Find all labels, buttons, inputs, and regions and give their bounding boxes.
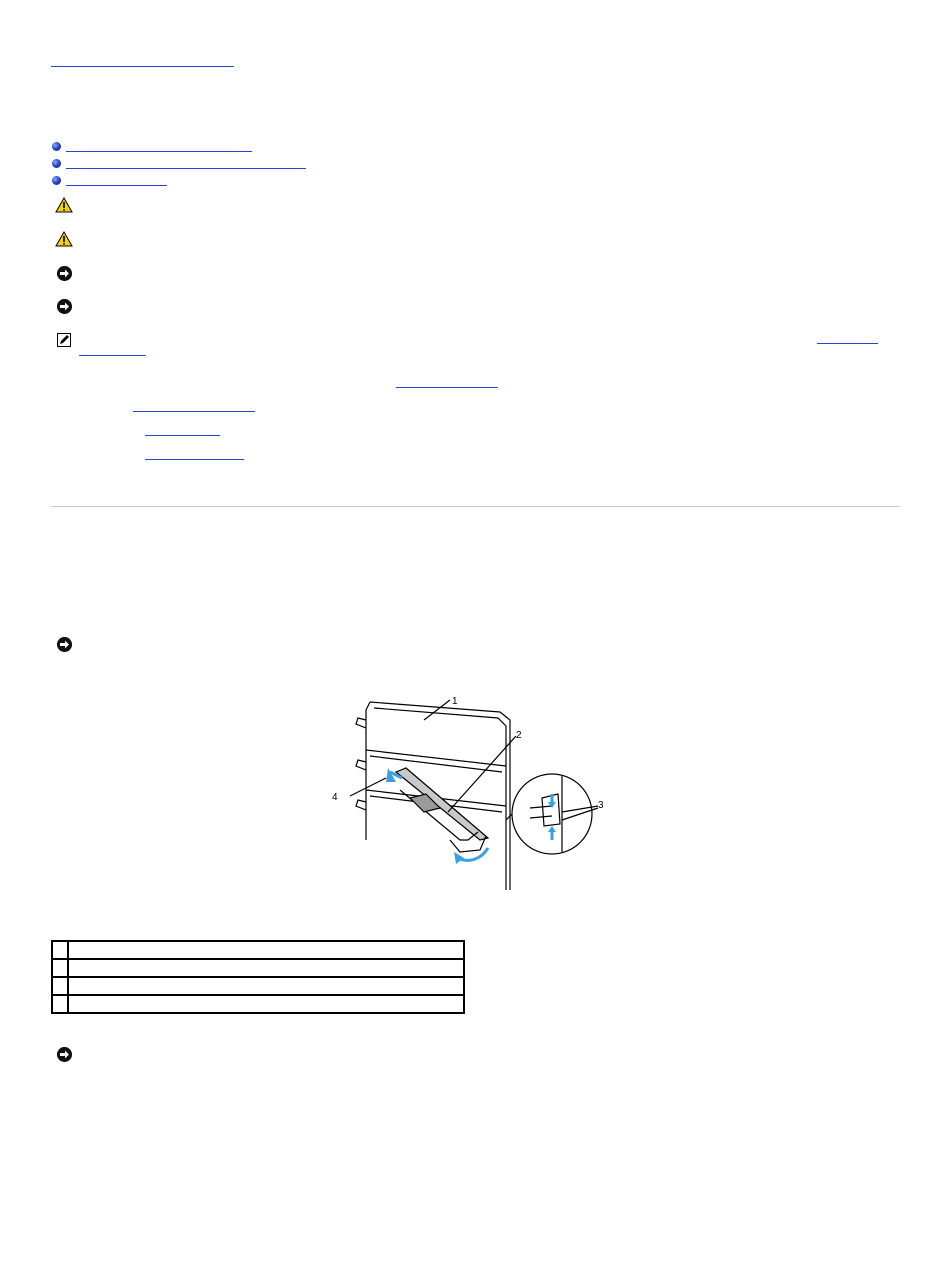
toc-link-2[interactable]	[66, 168, 306, 169]
caution-icon	[55, 231, 73, 247]
sub-link-1[interactable]	[145, 435, 220, 436]
table-row	[52, 959, 464, 977]
callout-number	[52, 959, 68, 977]
section-divider	[51, 506, 900, 507]
callout-4: 4	[332, 792, 338, 803]
table-row	[52, 995, 464, 1013]
callout-table	[51, 940, 465, 1014]
toc-link-3[interactable]	[66, 185, 167, 186]
top-link[interactable]	[51, 66, 234, 67]
notice-icon	[57, 1047, 72, 1062]
callout-2: 2	[516, 730, 522, 741]
note-icon	[57, 333, 71, 347]
table-row	[52, 977, 464, 995]
callout-number	[52, 977, 68, 995]
notice-icon	[57, 299, 72, 314]
callout-number	[52, 941, 68, 959]
callout-text	[68, 941, 464, 959]
sub-link-2[interactable]	[145, 459, 244, 460]
inline-link-2[interactable]	[396, 387, 498, 388]
inline-link-1b[interactable]	[79, 355, 146, 356]
inline-link-3[interactable]	[133, 411, 255, 412]
caution-icon	[55, 197, 73, 213]
callout-1: 1	[452, 696, 458, 707]
bullet-icon	[52, 159, 61, 168]
bullet-icon	[52, 176, 61, 185]
table-row	[52, 941, 464, 959]
bullet-icon	[52, 142, 61, 151]
inline-link-1a[interactable]	[817, 343, 878, 344]
callout-text	[68, 977, 464, 995]
callout-text	[68, 995, 464, 1013]
callout-3: 3	[598, 800, 604, 811]
callout-number	[52, 995, 68, 1013]
notice-icon	[57, 637, 72, 652]
notice-icon	[57, 266, 72, 281]
toc-link-1[interactable]	[66, 151, 252, 152]
door-hinge-figure	[330, 690, 620, 895]
callout-text	[68, 959, 464, 977]
